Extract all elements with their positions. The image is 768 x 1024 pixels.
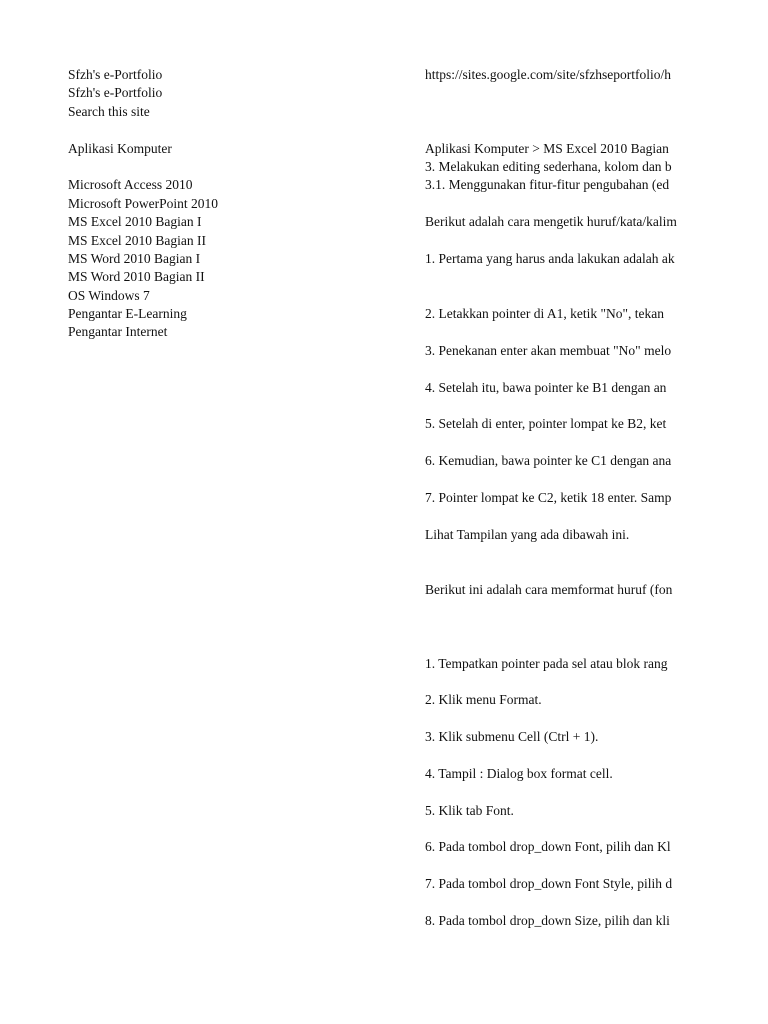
spacer <box>425 599 703 617</box>
step-3: 3. Penekanan enter akan membuat "No" melo <box>425 342 672 358</box>
sidebar-item-excel-2[interactable]: MS Excel 2010 Bagian II <box>68 232 206 248</box>
spacer <box>425 636 703 654</box>
main-content <box>425 66 703 930</box>
page-url[interactable]: https://sites.google.com/site/sfzhseportfolio/h <box>425 67 671 82</box>
site-subtitle: Sfzh's e-Portfolio <box>68 85 163 101</box>
see-below-note: Lihat Tampilan yang ada dibawah ini. <box>425 526 630 542</box>
intro-paragraph-1: Berikut adalah cara mengetik huruf/kata/kalim <box>425 214 677 230</box>
sidebar <box>68 66 398 342</box>
sidebar-item-windows[interactable]: OS Windows 7 <box>68 287 150 303</box>
spacer <box>425 618 703 636</box>
breadcrumb[interactable]: Aplikasi Komputer > MS Excel 2010 Bagian <box>425 140 669 156</box>
format-step-8: 8. Pada tombol drop_down Size, pilih dan kli <box>425 912 670 928</box>
spacer <box>425 563 703 581</box>
format-step-4: 4. Tampil : Dialog box format cell. <box>425 765 613 781</box>
spacer <box>425 673 703 691</box>
spacer <box>425 232 703 250</box>
step-7: 7. Pointer lompat ke C2, ketik 18 enter. Samp <box>425 489 672 505</box>
sidebar-item-internet[interactable]: Pengantar Internet <box>68 324 168 340</box>
spacer <box>425 397 703 415</box>
format-step-1: 1. Tempatkan pointer pada sel atau blok rang <box>425 655 668 671</box>
spacer <box>425 783 703 801</box>
spacer <box>425 544 703 562</box>
step-2: 2. Letakkan pointer di A1, ketik "No", tekan <box>425 306 664 322</box>
heading-3-1: 3.1. Menggunakan fitur-fitur pengubahan (ed <box>425 177 670 193</box>
spacer <box>425 121 703 139</box>
spacer <box>425 857 703 875</box>
spacer <box>68 121 398 139</box>
sidebar-item-access[interactable]: Microsoft Access 2010 <box>68 177 193 193</box>
step-1: 1. Pertama yang harus anda lakukan adalah ak <box>425 250 675 266</box>
format-step-5: 5. Klik tab Font. <box>425 802 514 818</box>
format-step-2: 2. Klik menu Format. <box>425 692 542 708</box>
spacer <box>425 287 703 305</box>
spacer <box>425 84 703 102</box>
site-title[interactable]: Sfzh's e-Portfolio <box>68 67 163 82</box>
spacer <box>425 710 703 728</box>
step-6: 6. Kemudian, bawa pointer ke C1 dengan ana <box>425 453 672 469</box>
format-step-6: 6. Pada tombol drop_down Font, pilih dan Kl <box>425 839 671 855</box>
spacer <box>425 323 703 341</box>
search-link[interactable]: Search this site <box>68 103 150 119</box>
format-step-7: 7. Pada tombol drop_down Font Style, pilih d <box>425 876 673 892</box>
sidebar-item-elearning[interactable]: Pengantar E-Learning <box>68 306 187 322</box>
sidebar-item-excel-1[interactable]: MS Excel 2010 Bagian I <box>68 214 202 230</box>
spacer <box>425 360 703 378</box>
sidebar-item-powerpoint[interactable]: Microsoft PowerPoint 2010 <box>68 195 218 211</box>
spacer <box>425 268 703 286</box>
heading-3: 3. Melakukan editing sederhana, kolom dan b <box>425 158 672 174</box>
spacer <box>425 471 703 489</box>
step-5: 5. Setelah di enter, pointer lompat ke B2, ket <box>425 416 667 432</box>
spacer <box>425 746 703 764</box>
sidebar-item-word-1[interactable]: MS Word 2010 Bagian I <box>68 250 201 266</box>
spacer <box>425 434 703 452</box>
spacer <box>425 507 703 525</box>
spacer <box>68 158 398 176</box>
spacer <box>425 195 703 213</box>
spacer <box>425 103 703 121</box>
sidebar-item-word-2[interactable]: MS Word 2010 Bagian II <box>68 269 205 285</box>
step-4: 4. Setelah itu, bawa pointer ke B1 dengan an <box>425 379 667 395</box>
intro-paragraph-2: Berikut ini adalah cara memformat huruf (fon <box>425 581 673 597</box>
spacer <box>425 820 703 838</box>
spacer <box>425 894 703 912</box>
section-title[interactable]: Aplikasi Komputer <box>68 140 172 156</box>
format-step-3: 3. Klik submenu Cell (Ctrl + 1). <box>425 729 599 745</box>
